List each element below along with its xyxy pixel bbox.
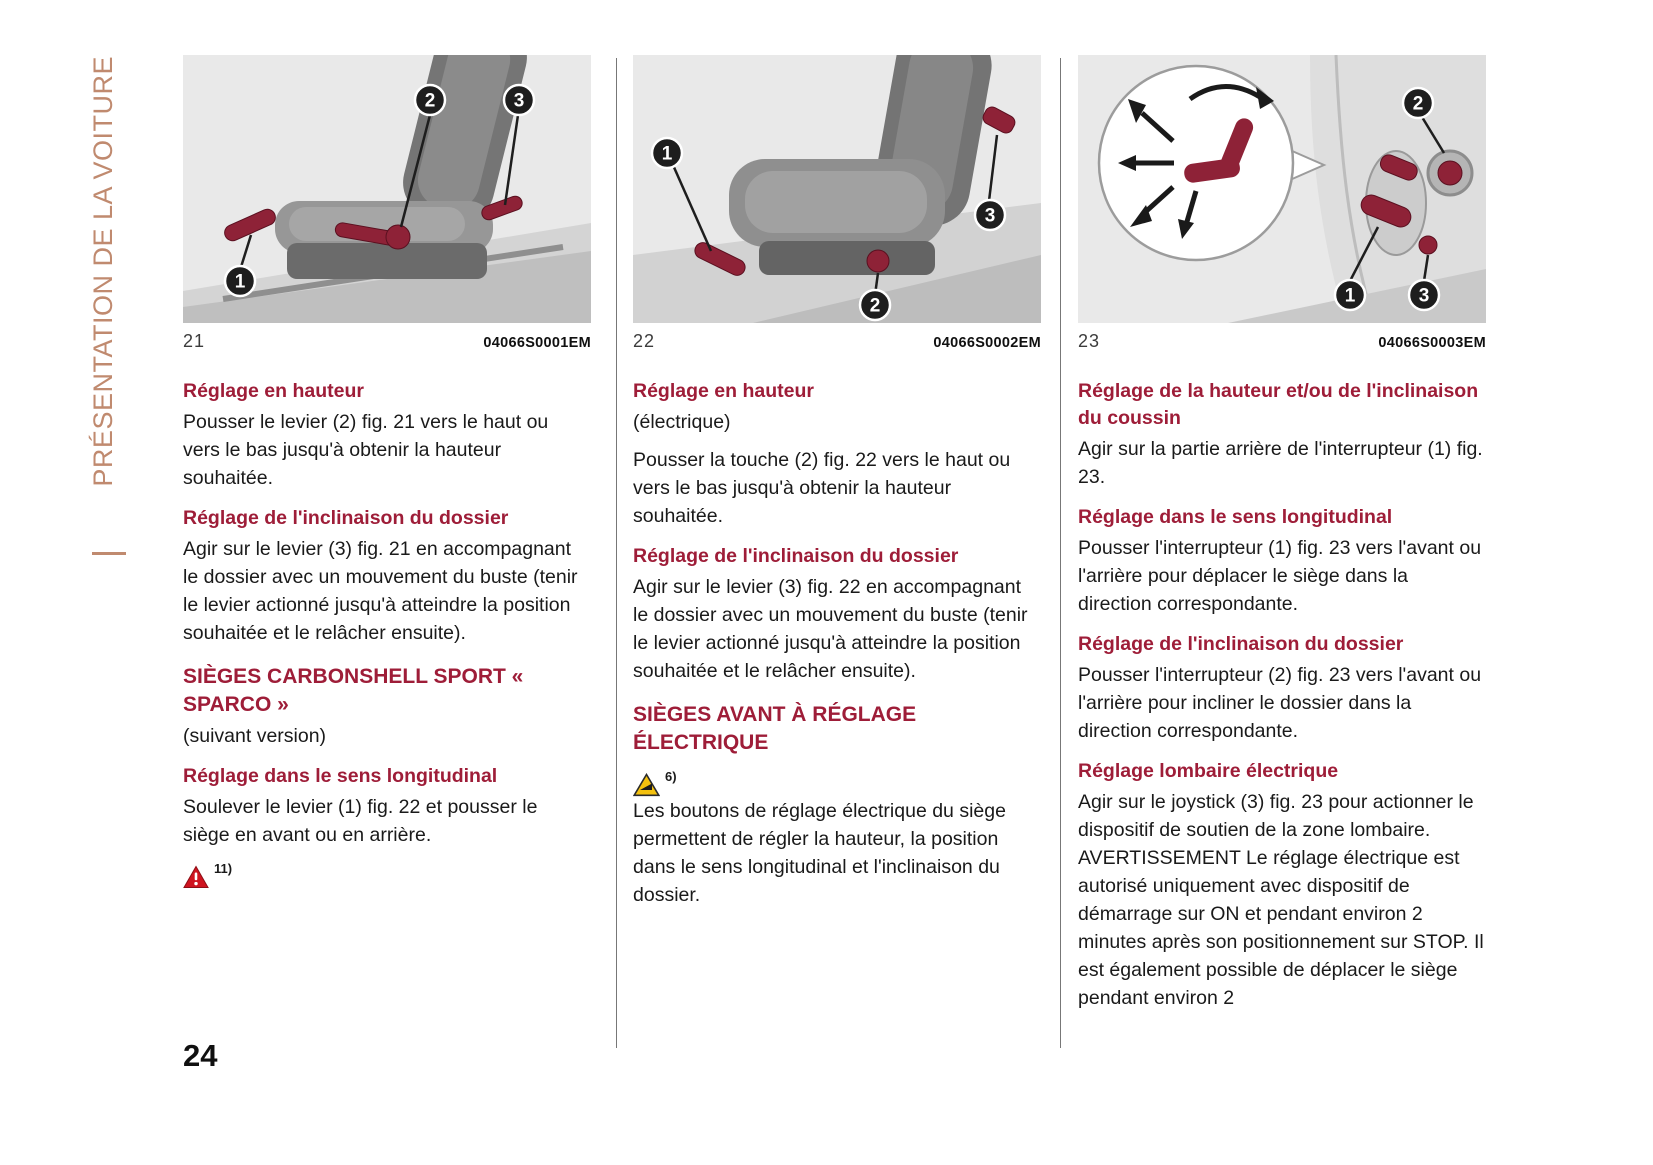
topic-heading: Réglage de l'inclinaison du dossier [1078,633,1404,655]
paragraph: Pousser le levier (2) fig. 21 vers le haut ou vers le bas jusqu'à obtenir la hauteur souhaitée. [183,411,549,489]
paragraph: Pousser la touche (2) fig. 22 vers le haut ou vers le bas jusqu'à obtenir la hauteur souhaitée. [633,449,1011,527]
figure-code: 04066S0003EM [1378,335,1486,351]
paragraph: Agir sur le levier (3) fig. 21 en accompagnant le dossier avec un mouvement du buste (tenir le levier actionné jusqu'à atteindre la position souhaitée et le relâcher ensuite). [183,538,578,644]
paragraph: Agir sur le levier (3) fig. 22 en accompagnant le dossier avec un mouvement du buste (tenir le levier actionné jusqu'à atteindre la position souhaitée et le relâcher ensuite). [633,576,1028,682]
paragraph: (suivant version) [183,725,327,747]
warning-triangle-icon [183,865,209,889]
seat-manual-adjust-illustration [183,55,591,323]
topic-heading: Réglage dans le sens longitudinal [1078,506,1393,528]
topic-heading: Réglage dans le sens longitudinal [183,765,498,787]
paragraph: Agir sur la partie arrière de l'interrupteur (1) fig. 23. [1078,438,1483,488]
column-2 [633,55,1041,909]
seat-electric-adjust-illustration [633,55,1041,323]
figure-code: 04066S0002EM [933,335,1041,351]
figure-code: 04066S0001EM [483,335,591,351]
fig-callout: 2 [869,295,881,317]
paragraph: AVERTISSEMENT Le réglage électrique est autorisé uniquement avec dispositif de démarrage sur ON et pendant environ 2 minutes après son positionnement sur STOP. Il est également possible de déplacer le siège pendant environ 2 [1078,847,1484,1009]
warning-note-number: 11) [214,861,233,876]
figure-21 [183,55,591,352]
paragraph: Pousser l'interrupteur (2) fig. 23 vers l'avant ou l'arrière pour incliner le dossier dans la direction correspondante. [1078,664,1482,742]
figure-23 [1078,55,1486,352]
paragraph: Soulever le levier (1) fig. 22 et pousser le siège en avant ou en arrière. [183,796,538,846]
fig-callout: 1 [1344,285,1356,307]
figure-caption [1078,331,1486,352]
paragraph: Les boutons de réglage électrique du siège permettent de régler la hauteur, la position dans le sens longitudinal et l'inclinaison du dossier. [633,800,1006,906]
figure-number: 23 [1078,331,1101,351]
paragraph: Pousser l'interrupteur (1) fig. 23 vers l'avant ou l'arrière pour déplacer le siège dans la direction correspondante. [1078,537,1482,615]
column-divider [616,58,617,1048]
chapter-rule [92,552,126,555]
figure-caption [183,331,591,352]
paragraph: (électrique) [633,411,731,433]
topic-heading: Réglage de la hauteur et/ou de l'inclinaison du coussin [1078,380,1479,429]
fig-callout: 1 [661,143,673,165]
warning-note-number: 6) [665,769,677,784]
chapter-title: PRÉSENTATION DE LA VOITURE [88,56,118,487]
fig-callout: 2 [424,90,436,112]
seat-switches-illustration [1078,55,1486,323]
fig-callout: 2 [1412,93,1424,115]
figure-number: 22 [633,331,656,351]
topic-heading: Réglage en hauteur [633,380,814,402]
column-text [633,378,1041,909]
topic-heading: Réglage de l'inclinaison du dossier [633,545,959,567]
paragraph: Agir sur le joystick (3) fig. 23 pour actionner le dispositif de soutien de la zone lombaire. [1078,791,1474,841]
column-divider [1060,58,1061,1048]
fig-callout: 1 [234,271,246,293]
topic-heading: Réglage en hauteur [183,380,364,402]
column-text [183,378,591,889]
fig-callout: 3 [984,205,996,227]
column-text [1078,378,1486,1012]
column-3 [1078,55,1486,1012]
topic-heading: Réglage lombaire électrique [1078,760,1339,782]
column-1 [183,55,591,889]
figure-22 [633,55,1041,352]
section-title: SIÈGES AVANT À RÉGLAGE ÉLECTRIQUE [633,703,917,754]
warning-reference [633,769,1039,797]
caution-icon [633,773,660,797]
section-title: SIÈGES CARBONSHELL SPORT « SPARCO » [183,665,524,716]
topic-heading: Réglage de l'inclinaison du dossier [183,507,509,529]
figure-caption [633,331,1041,352]
fig-callout: 3 [1418,285,1430,307]
figure-number: 21 [183,331,206,351]
warning-reference [183,861,589,889]
fig-callout: 3 [513,90,525,112]
page-number: 24 [183,1038,218,1073]
